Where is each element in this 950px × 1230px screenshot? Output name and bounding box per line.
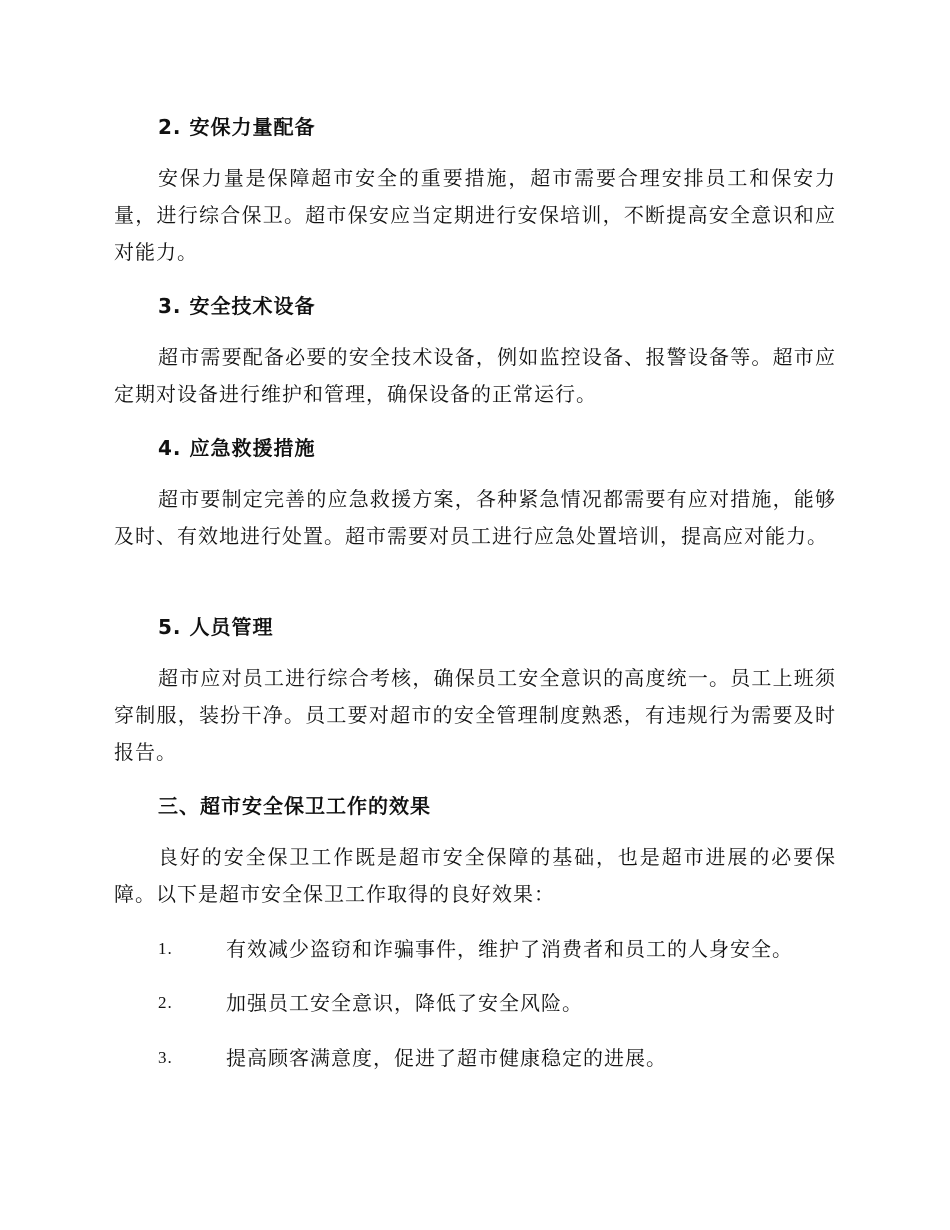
section-heading-5: 5. 人员管理 [158,615,274,639]
list-item-text: 提高顾客满意度，促进了超市健康稳定的进展。 [226,1046,667,1070]
section-body-2: 安保力量是保障超市安全的重要措施，超市需要合理安排员工和保安力量，进行综合保卫。超市保安应当定期进行安保培训，不断提高安全意识和应对能力。 [114,166,836,264]
section-body-5: 超市应对员工进行综合考核，确保员工安全意识的高度统一。员工上班须穿制服，装扮干净。员工要对超市的安全管理制度熟悉，有违规行为需要及时报告。 [114,666,836,764]
section-heading-3: 3. 安全技术设备 [158,294,316,318]
section-body-3: 超市需要配备必要的安全技术设备，例如监控设备、报警设备等。超市应定期对设备进行维护和管理，确保设备的正常运行。 [114,345,836,406]
section-body-effects: 良好的安全保卫工作既是超市安全保障的基础，也是超市进展的必要保障。以下是超市安全保卫工作取得的良好效果： [114,845,836,906]
list-item-number: 2. [158,993,173,1012]
list-item-number: 1. [158,939,173,958]
list-item-text: 加强员工安全意识，降低了安全风险。 [226,991,583,1015]
section-heading-2: 2. 安保力量配备 [158,115,316,139]
section-body-4: 超市要制定完善的应急救援方案，各种紧急情况都需要有应对措施，能够及时、有效地进行处置。超市需要对员工进行应急处置培训，提高应对能力。 [114,487,836,548]
list-item-number: 3. [158,1048,173,1067]
list-item-text: 有效减少盗窃和诈骗事件，维护了消费者和员工的人身安全。 [226,937,793,961]
section-heading-effects: 三、超市安全保卫工作的效果 [158,794,431,818]
section-heading-4: 4. 应急救援措施 [158,436,316,460]
